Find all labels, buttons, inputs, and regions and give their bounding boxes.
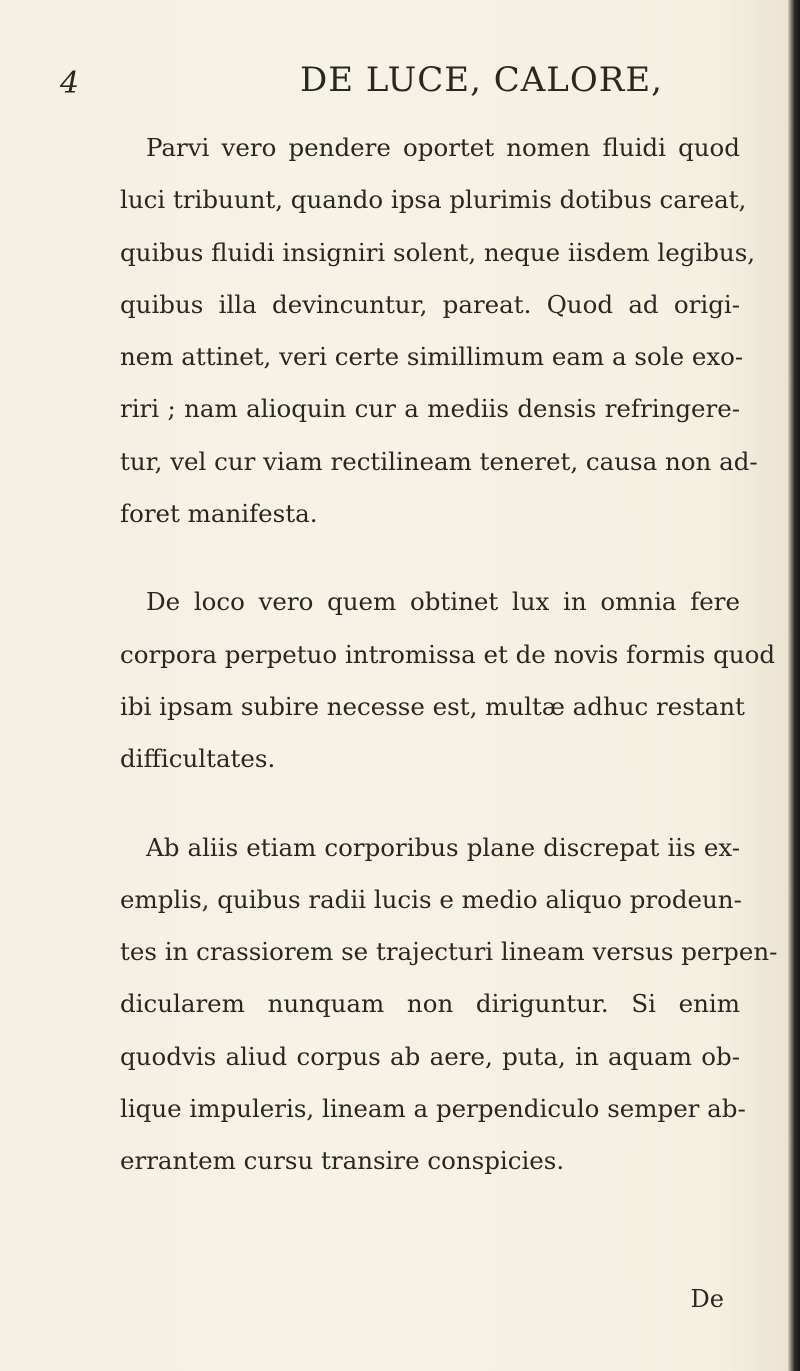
text-line: riri ; nam alioquin cur a mediis densis refringere-	[120, 394, 740, 424]
text-line: luci tribuunt, quando ipsa plurimis dotibus careat,	[120, 185, 747, 215]
text-line: quibus fluidi insigniri solent, neque iisdem legibus,	[120, 237, 756, 267]
paragraph-gap	[120, 546, 740, 582]
paragraph-2	[120, 582, 776, 791]
paragraph-3	[120, 828, 778, 1194]
text-line: quibus illa devincuntur, pareat. Quod ad origi-	[120, 289, 740, 319]
text-line: errantem cursu transire conspicies.	[120, 1146, 565, 1176]
text-line: foret manifesta.	[120, 499, 318, 529]
paragraph-gap	[120, 792, 740, 828]
text-line: difficultates.	[120, 744, 276, 774]
body-text	[120, 128, 778, 1194]
text-line: Ab aliis etiam corporibus plane discrepat iis ex-	[146, 832, 740, 862]
text-line: nem attinet, veri certe simillimum eam a sole exo-	[120, 342, 744, 372]
text-line: emplis, quibus radii lucis e medio aliquo prodeun-	[120, 884, 742, 914]
running-head	[60, 60, 740, 110]
text-line: lique impuleris, lineam a perpendiculo semper ab-	[120, 1094, 746, 1124]
running-head-title: DE LUCE, CALORE,	[300, 60, 663, 100]
text-line: ibi ipsam subire necesse est, multæ adhuc restant	[120, 691, 745, 721]
text-line: De loco vero quem obtinet lux in omnia fere	[146, 587, 740, 617]
paragraph-1	[120, 128, 758, 546]
text-line: quodvis aliud corpus ab aere, puta, in aquam ob-	[120, 1041, 740, 1071]
page-number: 4	[60, 66, 80, 101]
text-line: corpora perpetuo intromissa et de novis formis quod	[120, 639, 776, 669]
catchword: De	[690, 1285, 724, 1313]
text-line: tes in crassiorem se trajecturi lineam versus perpen-	[120, 937, 778, 967]
page-edge-shadow	[788, 0, 800, 1371]
text-line: dicularem nunquam non diriguntur. Si enim	[120, 989, 740, 1019]
text-line: Parvi vero pendere oportet nomen fluidi quod	[146, 133, 740, 162]
text-line: tur, vel cur viam rectilineam teneret, causa non ad-	[120, 446, 758, 476]
